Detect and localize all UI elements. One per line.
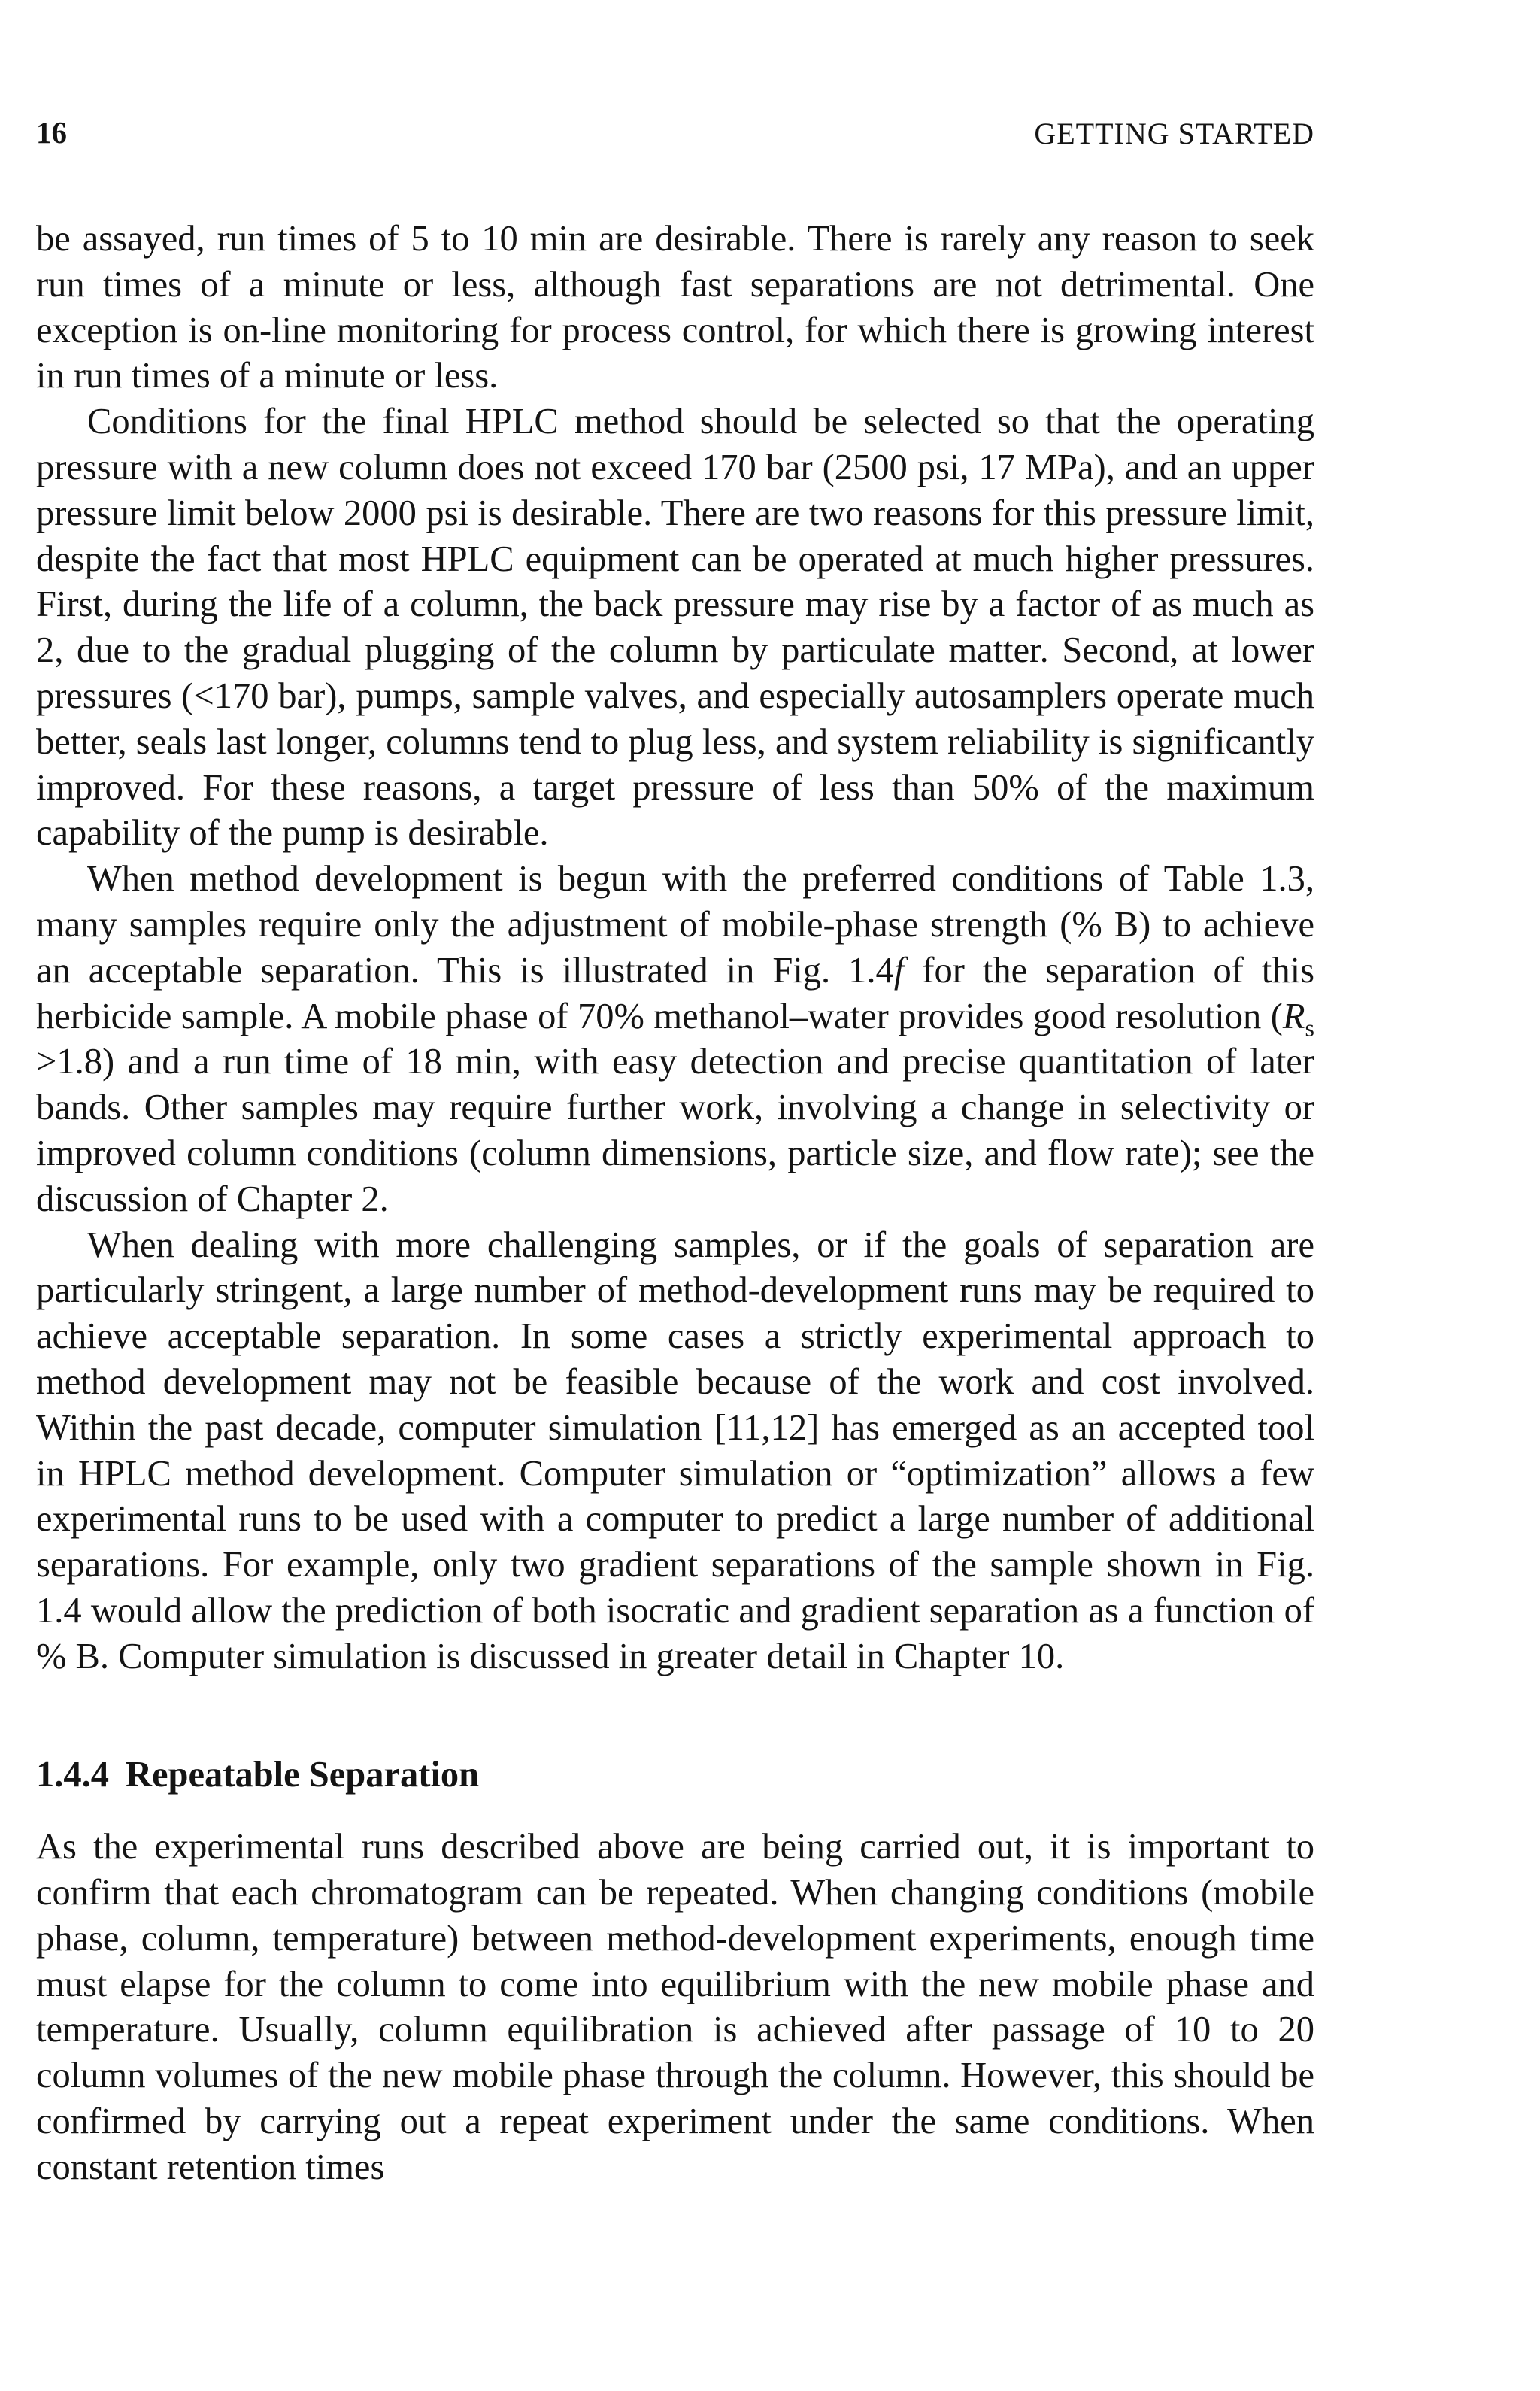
running-head xyxy=(36,114,1314,159)
text-run: for the separation of this herbicide sample. A mobile phase of 70% methanol–water provides good resolution ( xyxy=(36,950,1314,1036)
running-title: GETTING STARTED xyxy=(1034,117,1314,150)
text-run: As the experimental runs described above are being carried out, it is important to confirm that each chromatogram can be repeated. When changing conditions (mobile phase, column, temperature) between method-development experiments, enough time must elapse for the column to come into equilibrium with the new mobile phase and temperature. Usually, column equilibration is achieved after passage of 10 to 20 column volumes of the new mobile phase through the column. However, this should be confirmed by carrying out a repeat experiment under the same conditions. When constant retention times xyxy=(36,1827,1314,2187)
text-run: Conditions for the final HPLC method should be selected so that the operating pressure with a new column does not exceed 170 bar (2500 psi, 17 MPa), and an upper pressure limit below 2000 psi is desirable. There are two reasons for this pressure limit, despite the fact that most HPLC equipment can be operated at much higher pressures. First, during the life of a column, the back pressure may rise by a factor of as much as 2, due to the gradual plugging of the column by particulate matter. Second, at lower pressures (<170 bar), pumps, sample valves, and especially autosamplers operate much better, seals last longer, columns tend to plug less, and system reliability is significantly improved. For these reasons, a target pressure of less than 50% of the maximum capability of the pump is desirable. xyxy=(36,402,1314,854)
paragraph-3 xyxy=(36,857,1314,1222)
section-heading xyxy=(36,1752,1314,1798)
body-text xyxy=(36,217,1314,2191)
text-run: >1.8) and a run time of 18 min, with easy detection and precise quantitation of later bands. Other samples may require further work, involving a change in selectivity or improved column conditions (column dimensions, particle size, and flow rate); see the discussion of Chapter 2. xyxy=(36,1042,1314,1219)
paragraph-2 xyxy=(36,399,1314,857)
section-title: Repeatable Separation xyxy=(126,1754,480,1795)
resolution-subscript: s xyxy=(1305,1014,1314,1042)
paragraph-4 xyxy=(36,1223,1314,1680)
resolution-symbol: R xyxy=(1282,996,1305,1036)
text-run: be assayed, run times of 5 to 10 min are desirable. There is rarely any reason to seek run times of a minute or less, although fast separations are not detrimental. One exception is on-line monitoring for process control, for which there is growing interest in run times of a minute or less. xyxy=(36,219,1314,396)
page-number: 16 xyxy=(36,115,67,150)
figure-panel-letter: f xyxy=(893,950,905,991)
section-number: 1.4.4 xyxy=(36,1754,109,1795)
paragraph-1 xyxy=(36,217,1314,399)
section-paragraph-1 xyxy=(36,1825,1314,2190)
text-run: When dealing with more challenging samples, or if the goals of separation are particularly stringent, a large number of method-development runs may be required to achieve acceptable separation. In some cases a strictly experimental approach to method development may not be feasible because of the work and cost involved. Within the past decade, computer simulation [11,12] has emerged as an accepted tool in HPLC method development. Computer simulation or “optimization” allows a few experimental runs to be used with a computer to predict a large number of additional separations. For example, only two gradient separations of the sample shown in Fig. 1.4 would allow the prediction of both isocratic and gradient separation as a function of % B. Computer simulation is discussed in greater detail in Chapter 10. xyxy=(36,1224,1314,1676)
text-run: When method development is begun with the preferred conditions of Table 1.3, many samples require only the adjustment of mobile-phase strength (% B) to achieve an acceptable separation. This is illustrated in Fig. 1.4 xyxy=(36,859,1314,991)
